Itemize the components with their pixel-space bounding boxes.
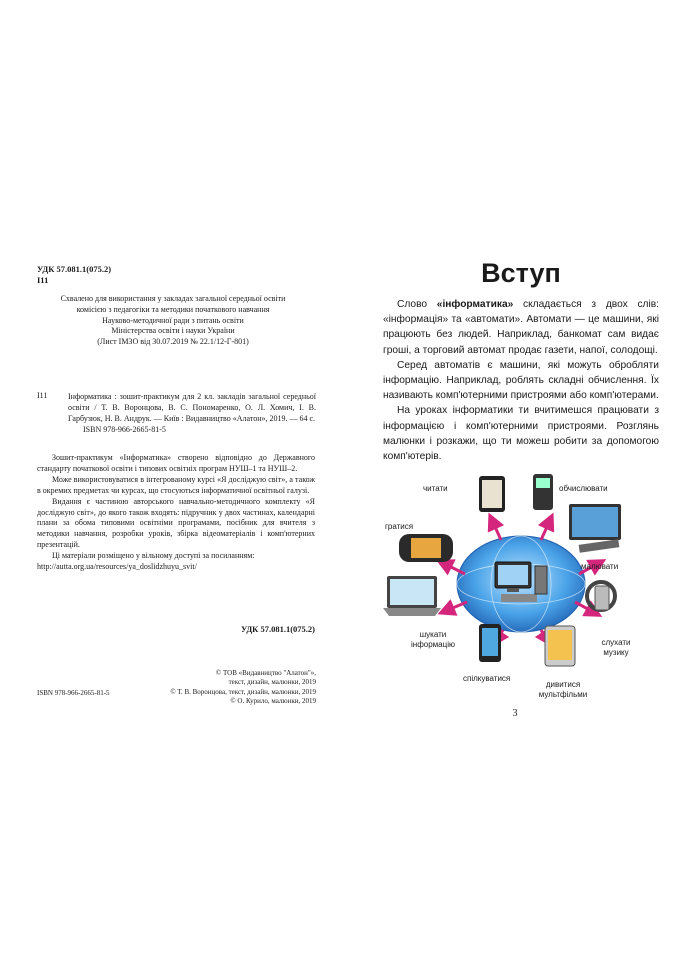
approval-line: Схвалено для використання у закладах загальної середньої освіти	[60, 294, 286, 303]
resource-link[interactable]: http://autta.org.ua/resources/ya_doslidzhuyu_svit/	[37, 562, 197, 572]
approval-line: Міністерства освіти і науки України	[111, 326, 235, 336]
copyright-block	[150, 669, 316, 706]
copyright-line: © О. Курило, малюнки, 2019	[230, 696, 316, 705]
copyright-line: © ТОВ «Видавництво "Алатон"»,	[215, 669, 316, 677]
intro-paragraph: На уроках інформатики ти вчитимешся працювати з інформацією і комп'ютерними пристроями. Розглянь малюнки і розкажи, що ти можеш робити за допомогою комп'ютерів.	[383, 405, 659, 463]
udk-header	[37, 264, 111, 286]
page-number: 3	[512, 708, 518, 719]
label-listen: слухати музику	[601, 638, 631, 657]
bibliographic-record	[68, 391, 316, 435]
label-read: читати	[423, 484, 448, 493]
diagram-graphic	[383, 462, 659, 702]
annotation	[37, 453, 315, 573]
copyright-line: текст, дизайн, малюнки, 2019	[228, 678, 316, 687]
label-search: шукати інформацію	[411, 630, 455, 649]
approval-line: комісією з педагогіки та методики початкового навчання	[76, 304, 270, 314]
annotation-paragraph: Зошит-практикум «Інформатика» створено відповідно до Державного стандарту початкової освіти і типових освітніх програм НУШ–1 та НУШ–2.	[37, 453, 315, 473]
intro-text-part: складається з двох слів: «інформація» та «автомати». Автомати — це машини, які працюють без людей. Наприклад, банкомат сам видає гроші, а торговий автомат продає газети, напої, солодощі.	[383, 299, 659, 356]
computer-uses-diagram	[383, 462, 659, 702]
label-watch: дивитися мультфільми	[538, 680, 588, 699]
approval-block	[20, 294, 326, 348]
copyright-line: © Т. В. Воронцова, текст, дизайн, малюнки, 2019	[170, 687, 316, 696]
biblio-text: Інформатика : зошит-практикум для 2 кл. закладів загальної середньої освіти / Т. В. Воронцова, В. С. Пономаренко, О. Л. Хомич, І. В. Гарбузюк, Н. В. Андрук. — Київ : Видавництво «Алатон», 2019. — 64 с.	[68, 392, 316, 423]
isbn-footer: ISBN 978-966-2665-81-5	[37, 689, 110, 697]
udk-footer: УДК 57.081.1(075.2)	[240, 624, 315, 634]
center-keyboard	[501, 594, 537, 602]
intro-text	[383, 297, 659, 464]
intro-text-part: Слово	[397, 299, 437, 310]
udk-code: І11	[37, 275, 49, 285]
biblio-code: І11	[37, 391, 48, 400]
center-tower	[535, 566, 547, 594]
udk-top: УДК 57.081.1(075.2)	[37, 264, 112, 274]
approval-line: Науково-методичної ради з питань освіти	[102, 315, 244, 325]
label-draw: малювати	[581, 562, 619, 571]
annotation-paragraph: Видання є частиною авторського навчально-методичного комплекту «Я досліджую світ», до якого також входять: підручник у двох частинах, календарні плани за обома типовими освітніми програмами, посібник для вчителя з методики навчання, розробки уроків, збірка відеоматеріалів і комп'ютерних презентацій.	[37, 496, 315, 550]
approval-line: (Лист ІМЗО від 30.07.2019 № 22.1/12-Г-801)	[97, 337, 249, 347]
intro-paragraph	[383, 297, 659, 358]
label-chat: спілкуватися	[463, 674, 511, 683]
page-title: Вступ	[481, 258, 561, 288]
biblio-isbn: ISBN 978-966-2665-81-5	[83, 425, 166, 434]
label-play: гратися	[385, 522, 414, 531]
term-informatics: «інформатика»	[436, 299, 514, 310]
intro-paragraph: Серед автоматів є машини, які можуть обробляти інформацію. Наприклад, роблять складні обчислення. Їх називають комп'ютерними пристроями або комп'ютерами.	[383, 359, 659, 402]
annotation-paragraph: Може використовуватися в інтегрованому курсі «Я досліджую світ», а також в окремих предметах чи курсах, що стосуються інформатичної освітньої галузі.	[37, 474, 315, 495]
annotation-paragraph: Ці матеріали розміщено у вільному доступі за посиланням:	[52, 551, 255, 561]
label-compute: обчислювати	[559, 484, 608, 493]
